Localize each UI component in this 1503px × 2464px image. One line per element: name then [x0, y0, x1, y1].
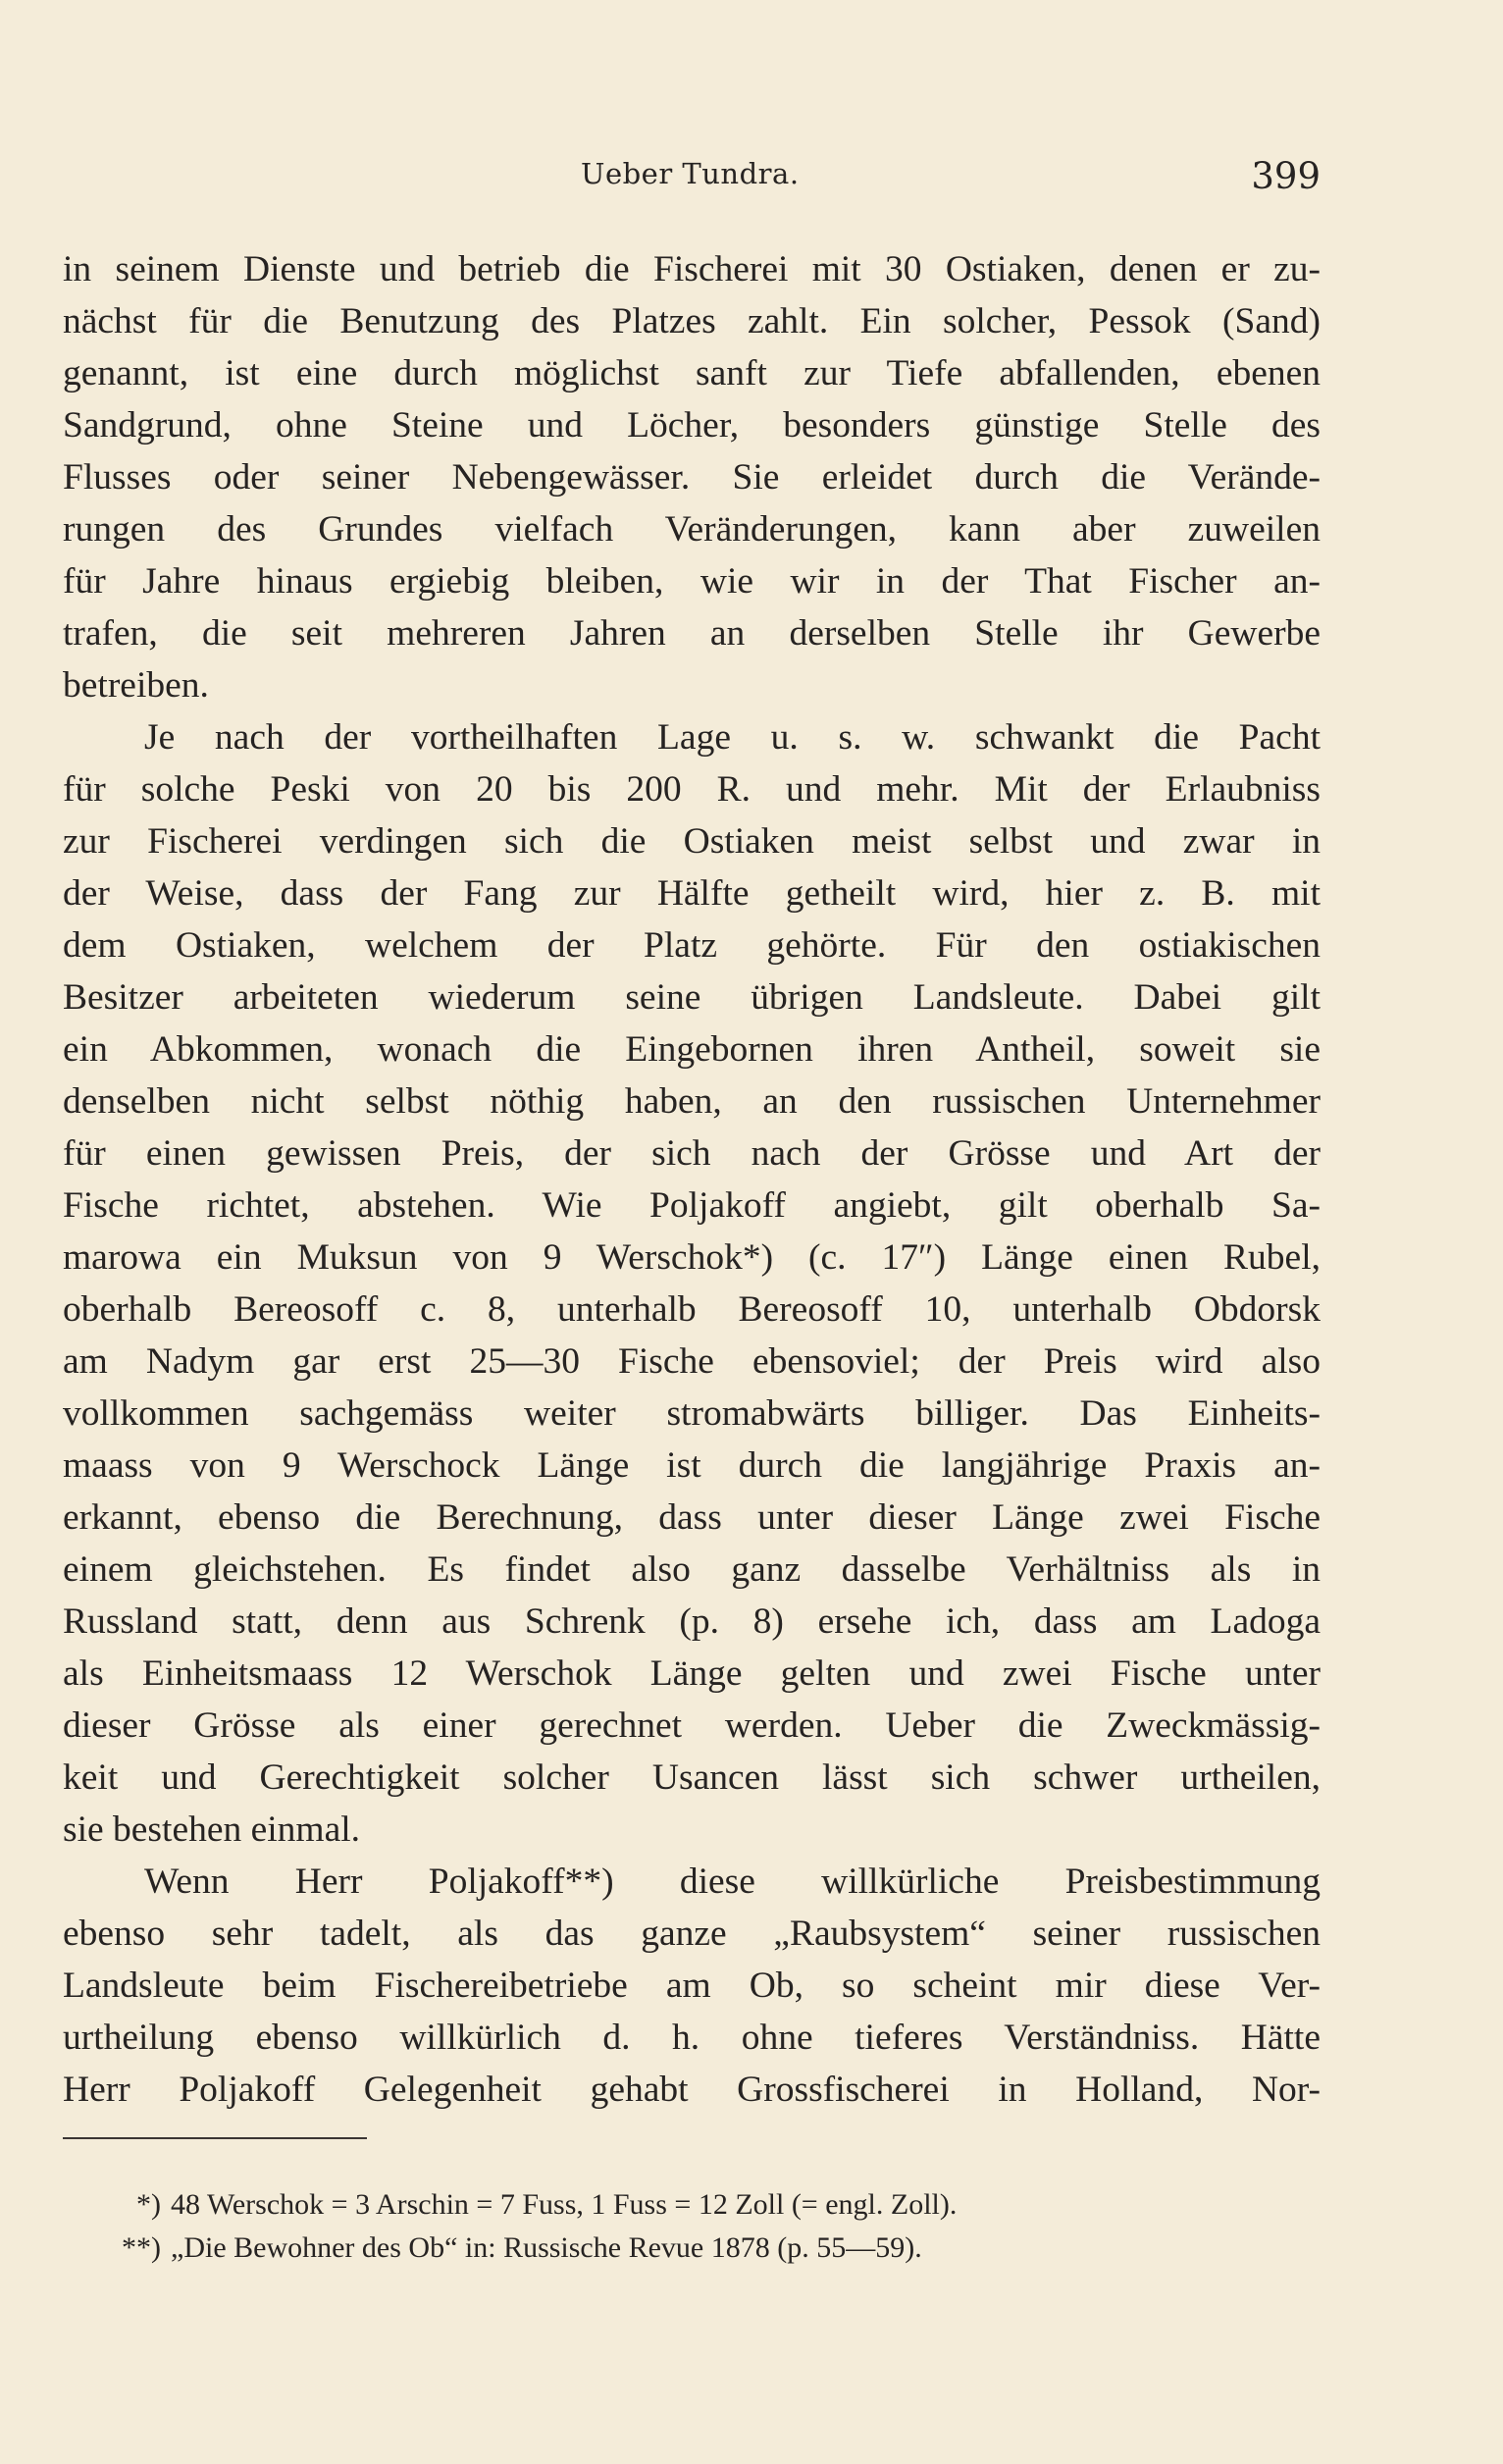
- text-line: für einen gewissen Preis, der sich nach der Grösse und Art der: [63, 1133, 1321, 1174]
- text-line: in seinem Dienste und betrieb die Fischerei mit 30 Ostiaken, denen er zu-: [63, 249, 1321, 289]
- text-line: betreiben.: [63, 665, 209, 706]
- text-line: einem gleichstehen. Es findet also ganz dasselbe Verhältniss als in: [63, 1549, 1321, 1590]
- page-number: 399: [1251, 155, 1321, 197]
- text-line: Wenn Herr Poljakoff**) diese willkürliche Preisbestimmung: [144, 1861, 1321, 1902]
- footnotes: [63, 2183, 1321, 2270]
- text-line: sie bestehen einmal.: [63, 1809, 361, 1850]
- footnote-separator: [63, 2137, 367, 2139]
- text-line: Je nach der vortheilhaften Lage u. s. w. schwankt die Pacht: [144, 717, 1321, 758]
- text-line: Flusses oder seiner Nebengewässer. Sie erleidet durch die Verände-: [63, 457, 1321, 498]
- text-line: keit und Gerechtigkeit solcher Usancen lässt sich schwer urtheilen,: [63, 1757, 1321, 1798]
- footnote-mark: **): [122, 2231, 161, 2264]
- text-line: ein Abkommen, wonach die Eingebornen ihren Antheil, soweit sie: [63, 1029, 1321, 1070]
- page-header: [63, 157, 1321, 196]
- text-line: vollkommen sachgemäss weiter stromabwärts billiger. Das Einheits-: [63, 1393, 1321, 1434]
- text-line: oberhalb Bereosoff c. 8, unterhalb Bereosoff 10, unterhalb Obdorsk: [63, 1289, 1321, 1330]
- text-line: trafen, die seit mehreren Jahren an derselben Stelle ihr Gewerbe: [63, 613, 1321, 654]
- text-line: maass von 9 Werschock Länge ist durch die langjährige Praxis an-: [63, 1445, 1321, 1486]
- footnote-text: „Die Bewohner des Ob“ in: Russische Revue 1878 (p. 55—59).: [171, 2231, 922, 2264]
- text-line: marowa ein Muksun von 9 Werschok*) (c. 17″) Länge einen Rubel,: [63, 1237, 1321, 1278]
- text-line: Sandgrund, ohne Steine und Löcher, besonders günstige Stelle des: [63, 405, 1321, 446]
- footnote-mark: *): [136, 2188, 161, 2221]
- text-line: Landsleute beim Fischereibetriebe am Ob, so scheint mir diese Ver-: [63, 1966, 1321, 2006]
- text-line: dem Ostiaken, welchem der Platz gehörte. Für den ostiakischen: [63, 925, 1321, 966]
- text-line: Herr Poljakoff Gelegenheit gehabt Grossfischerei in Holland, Nor-: [63, 2070, 1321, 2110]
- text-line: urtheilung ebenso willkürlich d. h. ohne tieferes Verständniss. Hätte: [63, 2018, 1321, 2058]
- text-line: genannt, ist eine durch möglichst sanft zur Tiefe abfallenden, ebenen: [63, 353, 1321, 393]
- text-line: Besitzer arbeiteten wiederum seine übrigen Landsleute. Dabei gilt: [63, 977, 1321, 1018]
- text-line: erkannt, ebenso die Berechnung, dass unter dieser Länge zwei Fische: [63, 1497, 1321, 1538]
- text-line: ebenso sehr tadelt, als das ganze „Raubsystem“ seiner russischen: [63, 1914, 1321, 1954]
- text-line: rungen des Grundes vielfach Veränderungen, kann aber zuweilen: [63, 509, 1321, 550]
- text-line: der Weise, dass der Fang zur Hälfte getheilt wird, hier z. B. mit: [63, 873, 1321, 914]
- body-text: [63, 243, 1321, 2116]
- text-line: Fische richtet, abstehen. Wie Poljakoff angiebt, gilt oberhalb Sa-: [63, 1185, 1321, 1226]
- running-title: Ueber Tundra.: [581, 157, 800, 190]
- text-line: denselben nicht selbst nöthig haben, an den russischen Unternehmer: [63, 1081, 1321, 1122]
- text-line: am Nadym gar erst 25—30 Fische ebensoviel; der Preis wird also: [63, 1341, 1321, 1382]
- text-line: für solche Peski von 20 bis 200 R. und mehr. Mit der Erlaubniss: [63, 769, 1321, 810]
- text-line: Russland statt, denn aus Schrenk (p. 8) ersehe ich, dass am Ladoga: [63, 1601, 1321, 1642]
- text-line: dieser Grösse als einer gerechnet werden. Ueber die Zweckmässig-: [63, 1705, 1321, 1746]
- footnote: [63, 2183, 1321, 2227]
- text-line: nächst für die Benutzung des Platzes zahlt. Ein solcher, Pessok (Sand): [63, 301, 1321, 341]
- text-line: zur Fischerei verdingen sich die Ostiaken meist selbst und zwar in: [63, 821, 1321, 862]
- text-line: für Jahre hinaus ergiebig bleiben, wie wir in der That Fischer an-: [63, 561, 1321, 602]
- footnote-text: 48 Werschok = 3 Arschin = 7 Fuss, 1 Fuss = 12 Zoll (= engl. Zoll).: [171, 2188, 958, 2221]
- text-line: als Einheitsmaass 12 Werschok Länge gelten und zwei Fische unter: [63, 1653, 1321, 1694]
- footnote: [63, 2227, 1321, 2270]
